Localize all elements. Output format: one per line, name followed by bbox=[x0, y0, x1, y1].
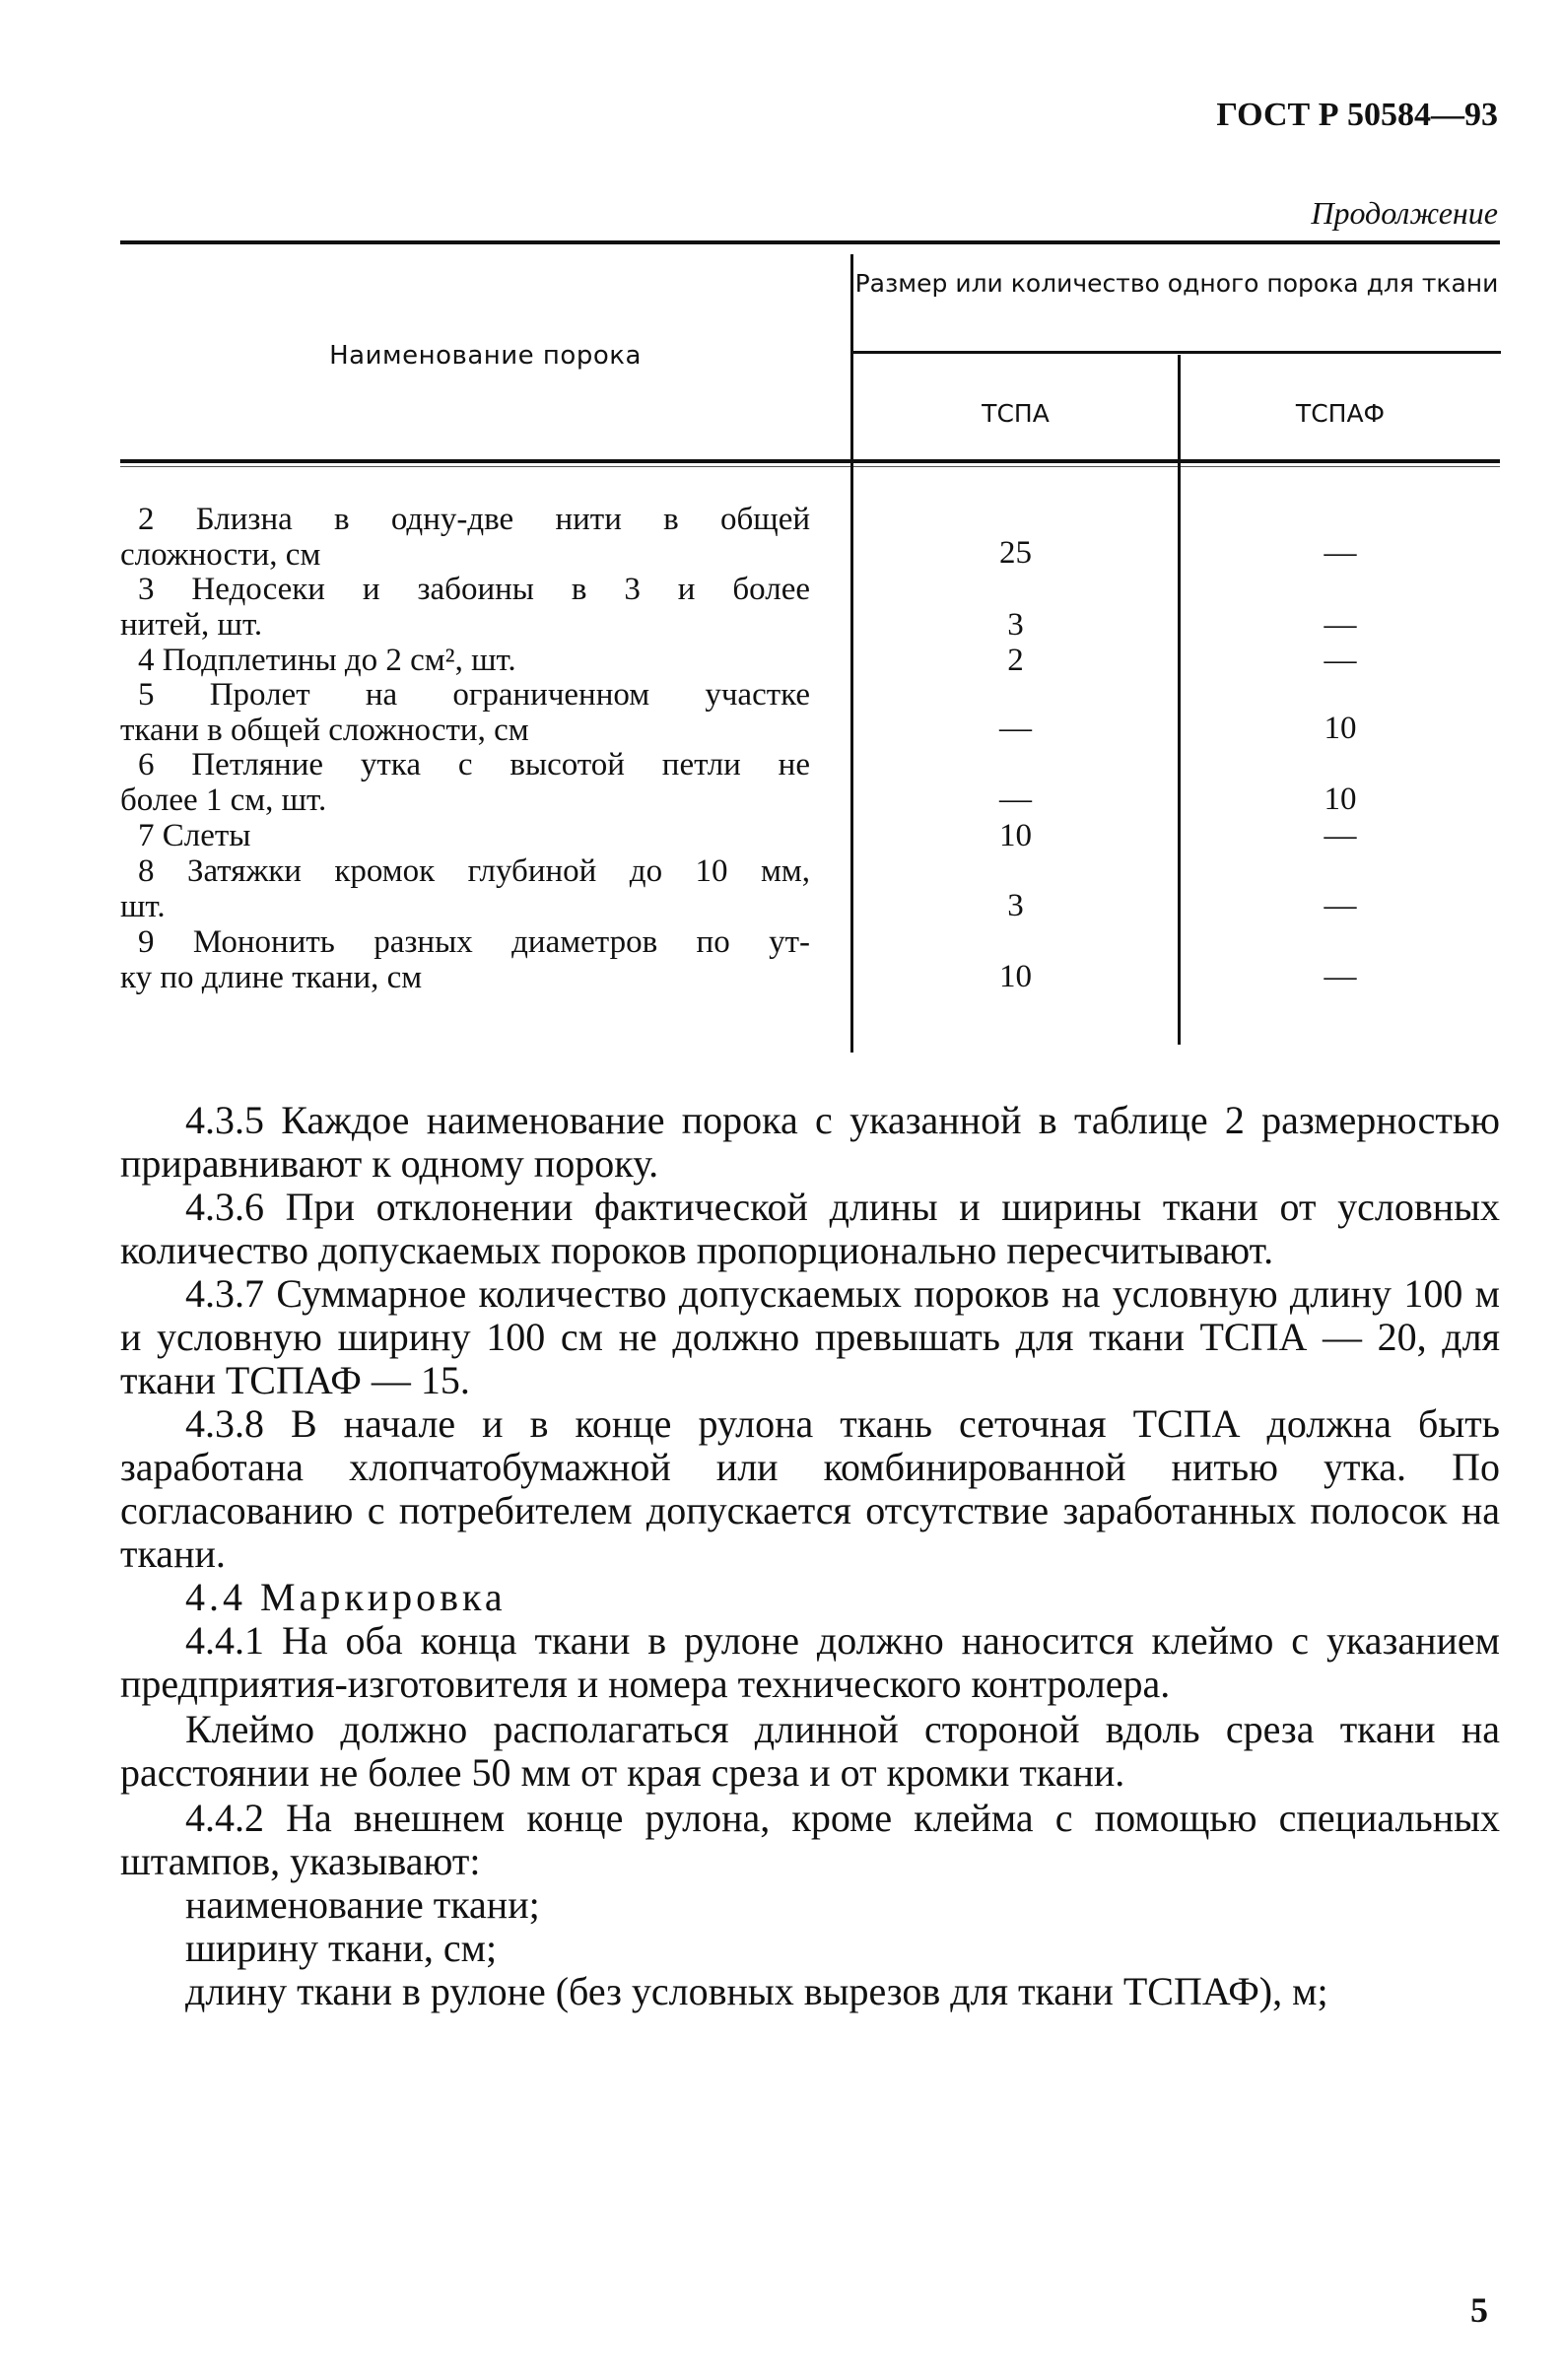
table-cell-tspaf: 10 bbox=[1324, 782, 1357, 817]
table-top-rule bbox=[120, 240, 1500, 244]
table-cell-tspa: 10 bbox=[999, 818, 1032, 853]
paragraph-4-4-1-b: Клеймо должно располагаться длинной стороной вдоль среза ткани на расстоянии не более 50 мм от края среза и от кромки ткани. bbox=[120, 1707, 1500, 1795]
table-sub-divider bbox=[1178, 355, 1181, 1045]
table-row-name bbox=[120, 924, 810, 995]
table-cell-tspa: 25 bbox=[999, 535, 1032, 571]
table-cell-tspa: — bbox=[999, 782, 1032, 817]
table-cell-tspaf: — bbox=[1324, 607, 1357, 643]
row-line: ку по длине ткани, см bbox=[120, 960, 423, 995]
row-line: 3 Недосеки и забоины в 3 и более bbox=[138, 572, 810, 607]
table-cell-tspa: 3 bbox=[1007, 607, 1024, 643]
table-cell-tspaf: 10 bbox=[1324, 711, 1357, 746]
body-text bbox=[120, 1099, 1500, 2013]
table-cell-tspa: 10 bbox=[999, 959, 1032, 994]
table-cell-tspaf: — bbox=[1324, 643, 1357, 678]
paragraph-4-3-8: 4.3.8 В начале и в конце рулона ткань сеточная ТСПА должна быть заработана хлопчатобумажной или комбинированной нитью утка. По согласованию с потребителем допускается отсутствие заработанных полосок на ткани. bbox=[120, 1401, 1500, 1576]
row-line: более 1 см, шт. bbox=[120, 782, 327, 818]
row-line: 2 Близна в одну-две нити в общей bbox=[138, 502, 810, 537]
row-line: 5 Пролет на ограниченном участке bbox=[138, 677, 810, 713]
table-cell-tspaf: — bbox=[1324, 818, 1357, 853]
table-cell-tspaf: — bbox=[1324, 888, 1357, 923]
row-line: 7 Слеты bbox=[138, 818, 251, 853]
table-row-name bbox=[120, 502, 810, 573]
table-cell-tspaf: — bbox=[1324, 959, 1357, 994]
paragraph-4-3-5: 4.3.5 Каждое наименование порока с указанной в таблице 2 размерностью приравнивают к одному пороку. bbox=[120, 1098, 1500, 1186]
paragraph-4-4-1: 4.4.1 На оба конца ткани в рулоне должно наносится клеймо с указанием предприятия-изготовителя и номера технического контролера. bbox=[120, 1618, 1500, 1706]
table-row-name bbox=[120, 747, 810, 818]
table-row-name bbox=[120, 853, 810, 924]
table-row-name bbox=[120, 818, 810, 853]
table-cell-tspa: 3 bbox=[1007, 888, 1024, 923]
row-line: сложности, см bbox=[120, 537, 321, 573]
table-header-rule bbox=[120, 459, 1500, 463]
table-row-name bbox=[120, 572, 810, 643]
table-header-rule-thin bbox=[120, 466, 1500, 467]
list-item: ширину ткани, см; bbox=[185, 1926, 498, 1970]
section-heading-4-4: 4.4 Маркировка bbox=[185, 1575, 507, 1619]
list-item: наименование ткани; bbox=[185, 1882, 540, 1927]
table-subheader-rule bbox=[850, 351, 1501, 354]
header-tspaf: ТСПАФ bbox=[1295, 399, 1386, 428]
row-line: шт. bbox=[120, 889, 166, 924]
row-line: 4 Подплетины до 2 см², шт. bbox=[138, 643, 516, 678]
table-row-name bbox=[120, 643, 810, 678]
row-line: 6 Петляние утка с высотой петли не bbox=[138, 747, 810, 782]
paragraph-4-3-7: 4.3.7 Суммарное количество допускаемых пороков на условную длину 100 м и условную ширину 100 см не должно превышать для ткани ТСПА — 20, для ткани ТСПАФ — 15. bbox=[120, 1271, 1500, 1402]
continuation-label: Продолжение bbox=[1311, 195, 1498, 231]
document-code: ГОСТ Р 50584—93 bbox=[1216, 97, 1498, 133]
header-size: Размер или количество одного порока для ткани bbox=[854, 269, 1499, 298]
header-defect-name: Наименование порока bbox=[329, 341, 642, 371]
header-tspa: ТСПА bbox=[982, 399, 1050, 428]
page-number: 5 bbox=[1470, 2290, 1488, 2330]
row-line: 9 Мононить разных диаметров по ут- bbox=[138, 924, 810, 960]
table-cell-tspa: — bbox=[999, 711, 1032, 746]
paragraph-4-3-6: 4.3.6 При отклонении фактической длины и ширины ткани от условных количество допускаемых пороков пропорционально пересчитывают. bbox=[120, 1185, 1500, 1272]
row-line: 8 Затяжки кромок глубиной до 10 мм, bbox=[138, 853, 810, 889]
table-cell-tspa: 2 bbox=[1007, 643, 1024, 678]
list-item: длину ткани в рулоне (без условных вырезов для ткани ТСПАФ), м; bbox=[185, 1969, 1328, 2013]
paragraph-4-4-2: 4.4.2 На внешнем конце рулона, кроме клейма с помощью специальных штампов, указывают: bbox=[120, 1796, 1500, 1883]
table-row-name bbox=[120, 677, 810, 748]
row-line: нитей, шт. bbox=[120, 607, 263, 643]
table-cell-tspaf: — bbox=[1324, 535, 1357, 571]
row-line: ткани в общей сложности, см bbox=[120, 713, 529, 748]
